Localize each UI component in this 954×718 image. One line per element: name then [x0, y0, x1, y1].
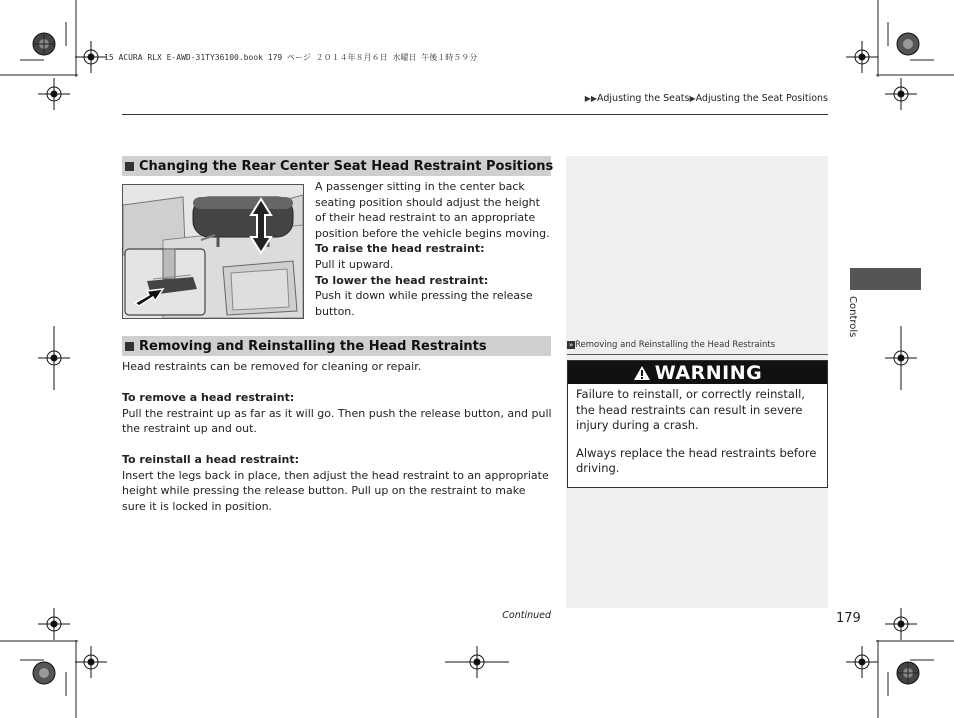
breadcrumb — [585, 93, 828, 104]
header-rule — [122, 114, 828, 115]
section-square-icon — [125, 342, 134, 351]
breadcrumb-part-2[interactable]: Adjusting the Seat Positions — [695, 93, 828, 104]
chapter-tab-label: Controls — [847, 296, 858, 338]
section-square-icon — [125, 162, 134, 171]
warning-triangle-icon — [633, 365, 651, 381]
section-title: Changing the Rear Center Seat Head Restraint Positions — [139, 158, 554, 174]
raise-heading: To raise the head restraint: — [315, 242, 485, 256]
section-title: Removing and Reinstalling the Head Restraints — [139, 338, 487, 354]
registration-mark — [885, 326, 917, 390]
section-heading-remove-reinstall — [122, 336, 551, 356]
triangle-arrow-icon: ▶ — [689, 94, 696, 103]
registration-mark — [75, 646, 107, 678]
registration-mark — [75, 41, 107, 73]
warning-title: WARNING — [654, 361, 763, 384]
warning-box — [567, 360, 828, 488]
note-ref-icon: » — [568, 340, 574, 349]
note-ref-text: Removing and Reinstalling the Head Restraints — [575, 340, 776, 350]
warning-paragraph-1: Failure to reinstall, or correctly reinstall, the head restraints can result in severe injury during a crash. — [576, 387, 805, 433]
registration-mark — [38, 78, 70, 110]
print-header: 15 ACURA RLX E-AWD-31TY36100.book 179 ページ ２０１４年８月６日 水曜日 午後１時５９分 — [104, 53, 478, 62]
lower-text: Push it down while pressing the release button. — [315, 289, 533, 318]
warning-paragraph-2: Always replace the head restraints before driving. — [576, 445, 817, 476]
note-rule — [567, 354, 828, 355]
section1-intro: A passenger sitting in the center back seating position should adjust the height of their head restraint to an appropriate position before the vehicle begins moving. — [315, 180, 550, 240]
section2-intro: Head restraints can be removed for cleaning or repair. — [122, 360, 422, 373]
triangle-arrow-icon: ▶▶ — [584, 94, 598, 103]
remove-block — [122, 390, 552, 437]
reinstall-text: Insert the legs back in place, then adjust the head restraint to an appropriate height while pressing the release button. Pull up on the restraint to make sure it is locked in position. — [122, 468, 549, 513]
color-target — [33, 33, 55, 55]
registration-mark — [445, 646, 509, 678]
raise-text: Pull it upward. — [315, 257, 394, 271]
warning-header — [568, 361, 827, 384]
page-number: 179 — [836, 611, 861, 626]
section-heading-change-position — [122, 156, 554, 176]
head-restraint-illustration — [122, 184, 304, 319]
registration-mark — [38, 326, 70, 390]
sidebar-note-ref[interactable] — [567, 340, 827, 350]
reinstall-block — [122, 452, 552, 514]
color-target — [897, 33, 919, 55]
registration-mark — [885, 608, 917, 640]
remove-text: Pull the restraint up as far as it will go. Then push the release button, and pull the restraint up and out. — [122, 406, 552, 436]
remove-heading: To remove a head restraint: — [122, 391, 295, 404]
breadcrumb-part-1[interactable]: Adjusting the Seats — [597, 93, 690, 104]
registration-mark — [846, 41, 878, 73]
registration-mark — [885, 78, 917, 110]
reinstall-heading: To reinstall a head restraint: — [122, 453, 299, 466]
chapter-tab — [850, 268, 921, 290]
color-target — [33, 662, 55, 684]
lower-heading: To lower the head restraint: — [315, 273, 489, 287]
registration-mark — [846, 646, 878, 678]
section1-text — [315, 179, 553, 319]
color-target — [897, 662, 919, 684]
continued-label: Continued — [502, 610, 551, 621]
registration-mark — [38, 608, 70, 640]
